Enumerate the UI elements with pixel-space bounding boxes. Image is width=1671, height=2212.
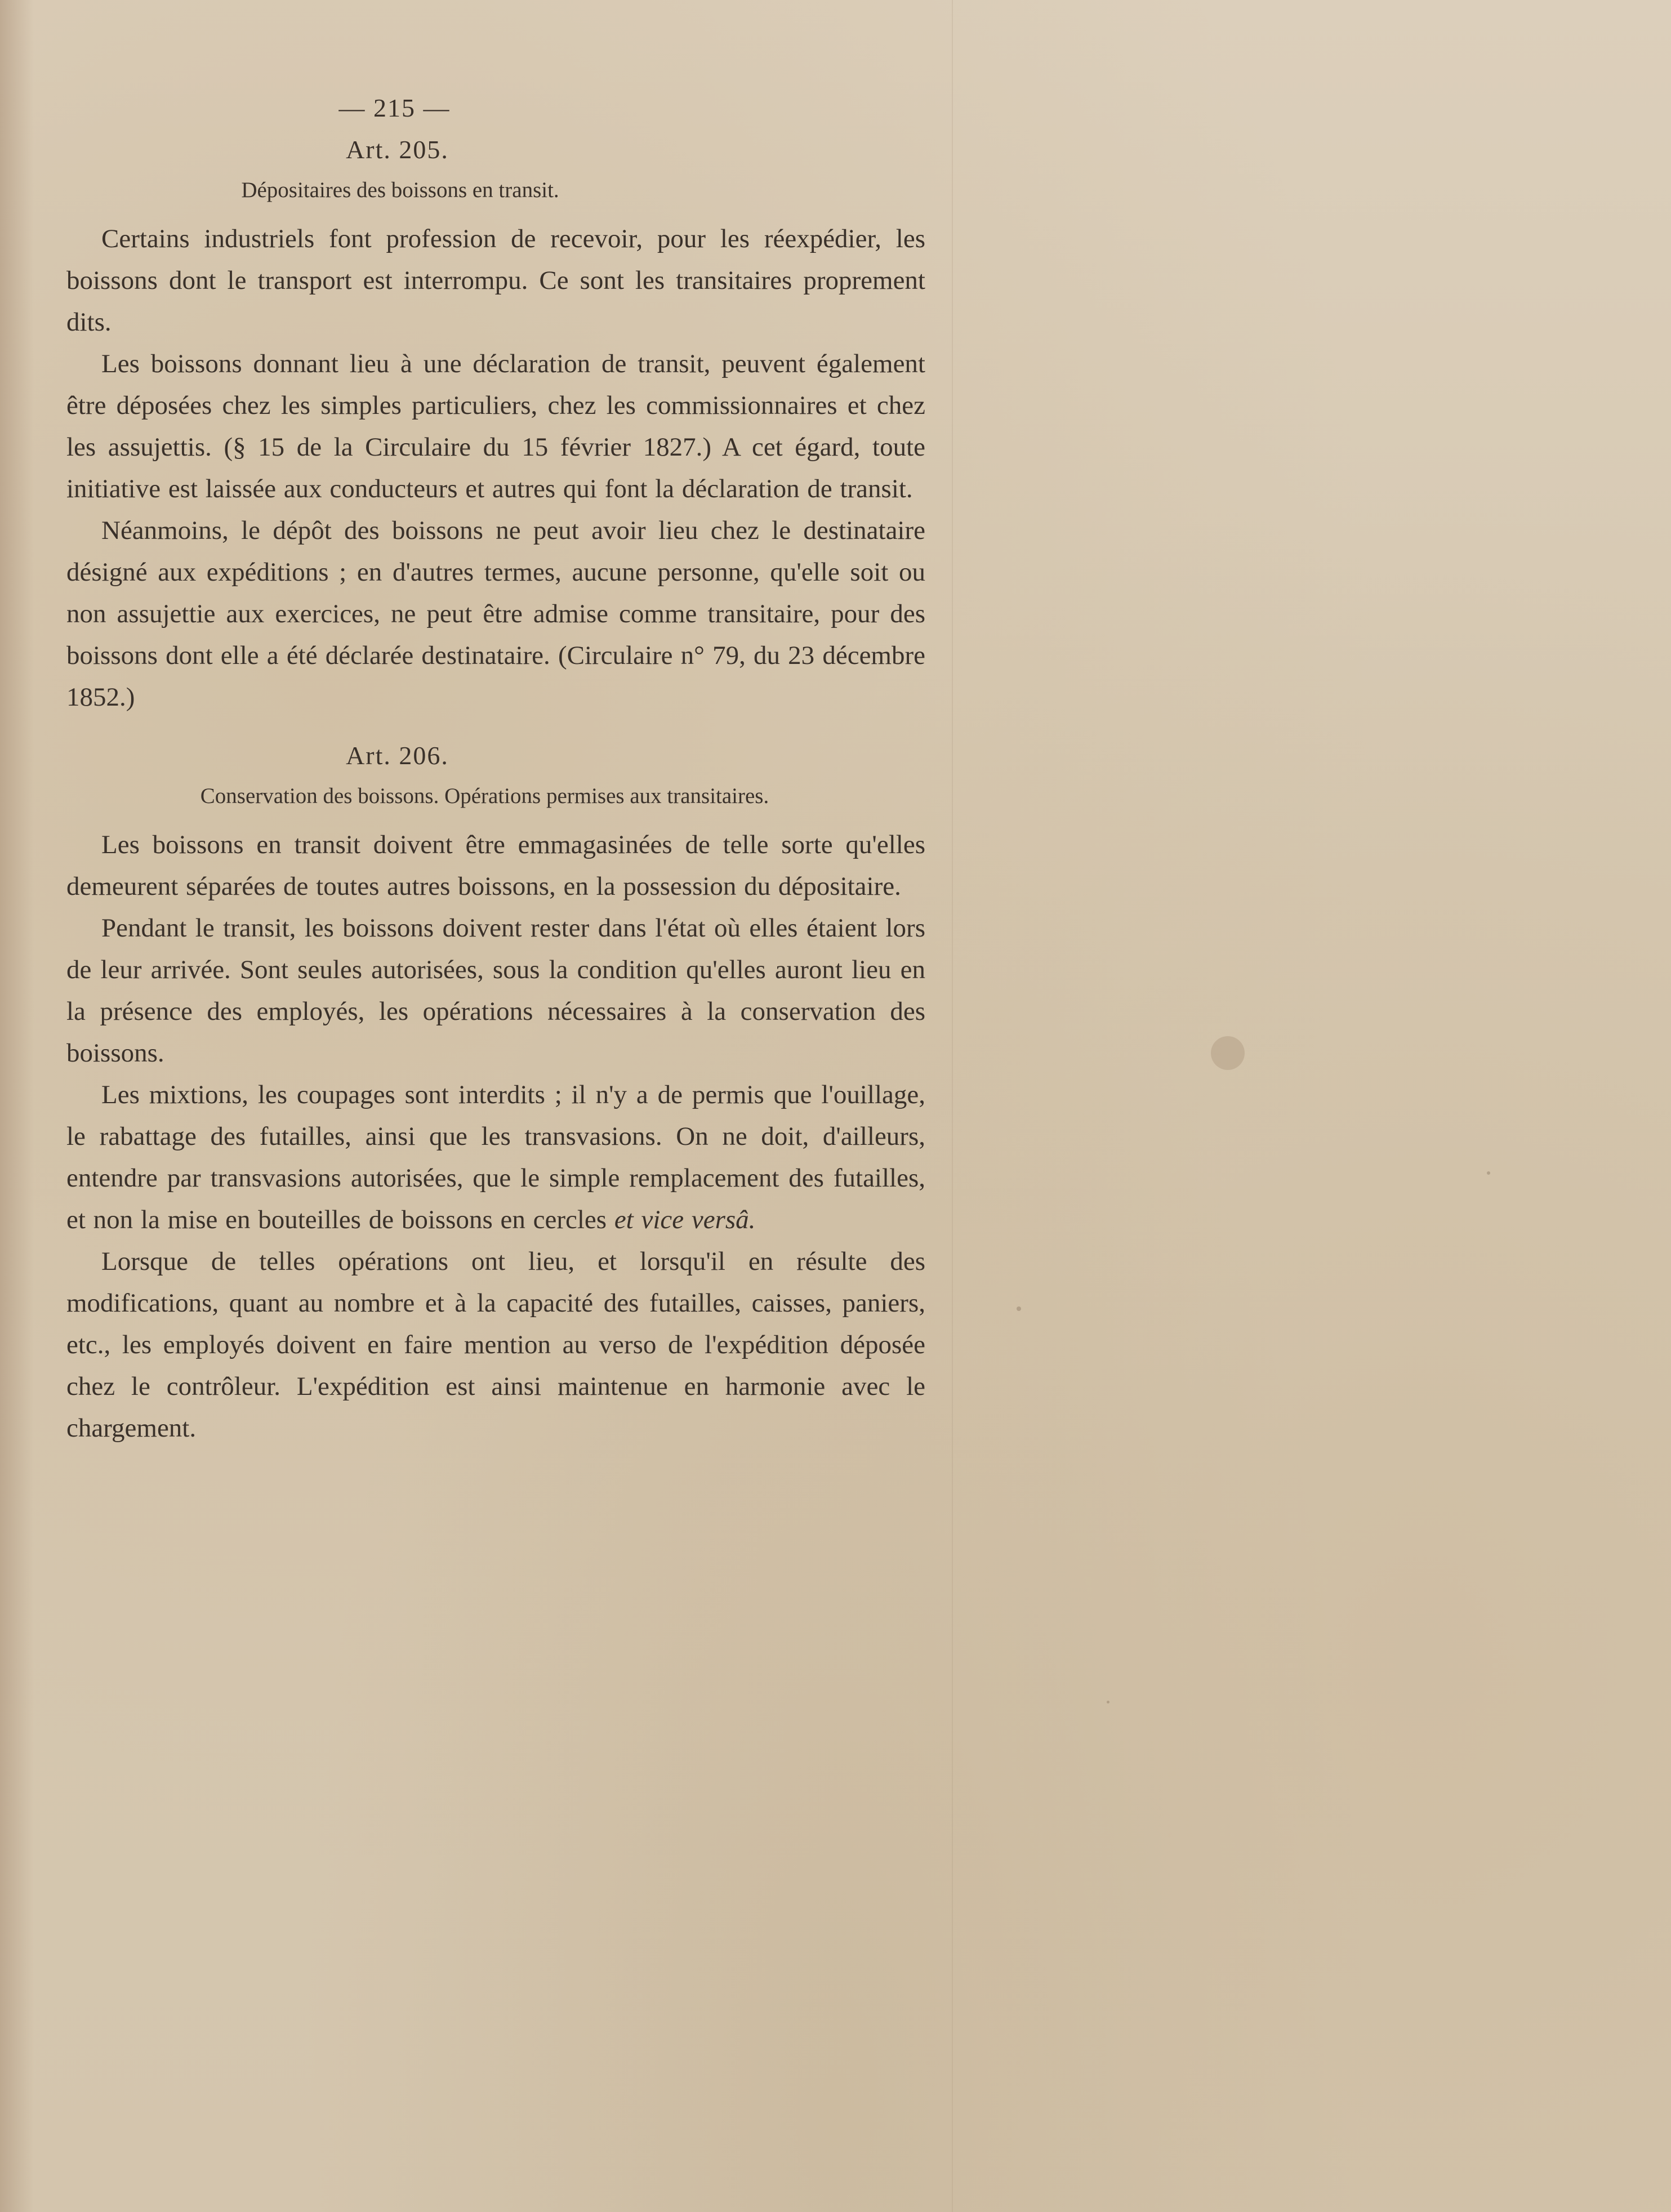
paragraph: Néanmoins, le dépôt des boissons ne peut avoir lieu chez le destinataire désigné aux expéditions ; en d'autres termes, aucune personne, qu'elle soit ou non assujettie aux exercices, ne peut être admise comme transitaire, pour des boissons dont elle a été déclarée destinataire. (Circulaire n° 79, du 23 décembre 1852.) [66, 516, 925, 712]
article-206-heading: Art. 206. [346, 741, 449, 770]
paper-speck [1017, 1306, 1021, 1311]
italic-phrase: et vice versâ. [614, 1205, 756, 1234]
paper-stain [1211, 1036, 1245, 1070]
article-205-heading: Art. 205. [346, 135, 449, 164]
paragraph: Lorsque de telles opérations ont lieu, et lorsqu'il en résulte des modifications, quant au nombre et à la capacité des futailles, caisses, paniers, etc., les employés doivent en faire mention au verso de l'expédition déposée chez le contrôleur. L'expédition est ainsi maintenue en harmonie avec le chargement. [66, 1247, 925, 1443]
paper-speck [1487, 1171, 1490, 1175]
paragraph-text: Les mixtions, les coupages sont interdits ; il n'y a de permis que l'ouillage, le rabattage des futailles, ainsi que les transvasions. On ne doit, d'ailleurs, entendre par transvasions autorisées, que le simple remplacement des futailles, et non la mise en bouteilles de boissons en cercles [66, 1080, 925, 1234]
paragraph: Les boissons donnant lieu à une déclaration de transit, peuvent également être déposées chez les simples particuliers, chez les commissionnaires et chez les assujettis. (§ 15 de la Circulaire du 15 février 1827.) A cet égard, toute initiative est laissée aux conducteurs et autres qui font la déclaration de transit. [66, 349, 925, 503]
paragraph [66, 1074, 925, 1241]
article-206-subheading: Conservation des boissons. Opérations permises aux transitaires. [200, 784, 769, 808]
paper-fold [952, 0, 953, 2212]
page-number: — 215 — [338, 93, 451, 122]
article-205-subheading: Dépositaires des boissons en transit. [241, 178, 559, 202]
document-text [66, 87, 925, 1449]
paragraph: Pendant le transit, les boissons doivent rester dans l'état où elles étaient lors de leur arrivée. Sont seules autorisées, sous la condition qu'elles auront lieu en la présence des employés, les opérations nécessaires à la conservation des boissons. [66, 913, 925, 1068]
page-edge-shadow [0, 0, 34, 2212]
paragraph: Les boissons en transit doivent être emmagasinées de telle sorte qu'elles demeurent séparées de toutes autres boissons, en la possession du dépositaire. [66, 830, 925, 901]
paper-speck [1107, 1701, 1109, 1703]
paragraph: Certains industriels font profession de recevoir, pour les réexpédier, les boissons dont le transport est interrompu. Ce sont les transitaires proprement dits. [66, 224, 925, 337]
